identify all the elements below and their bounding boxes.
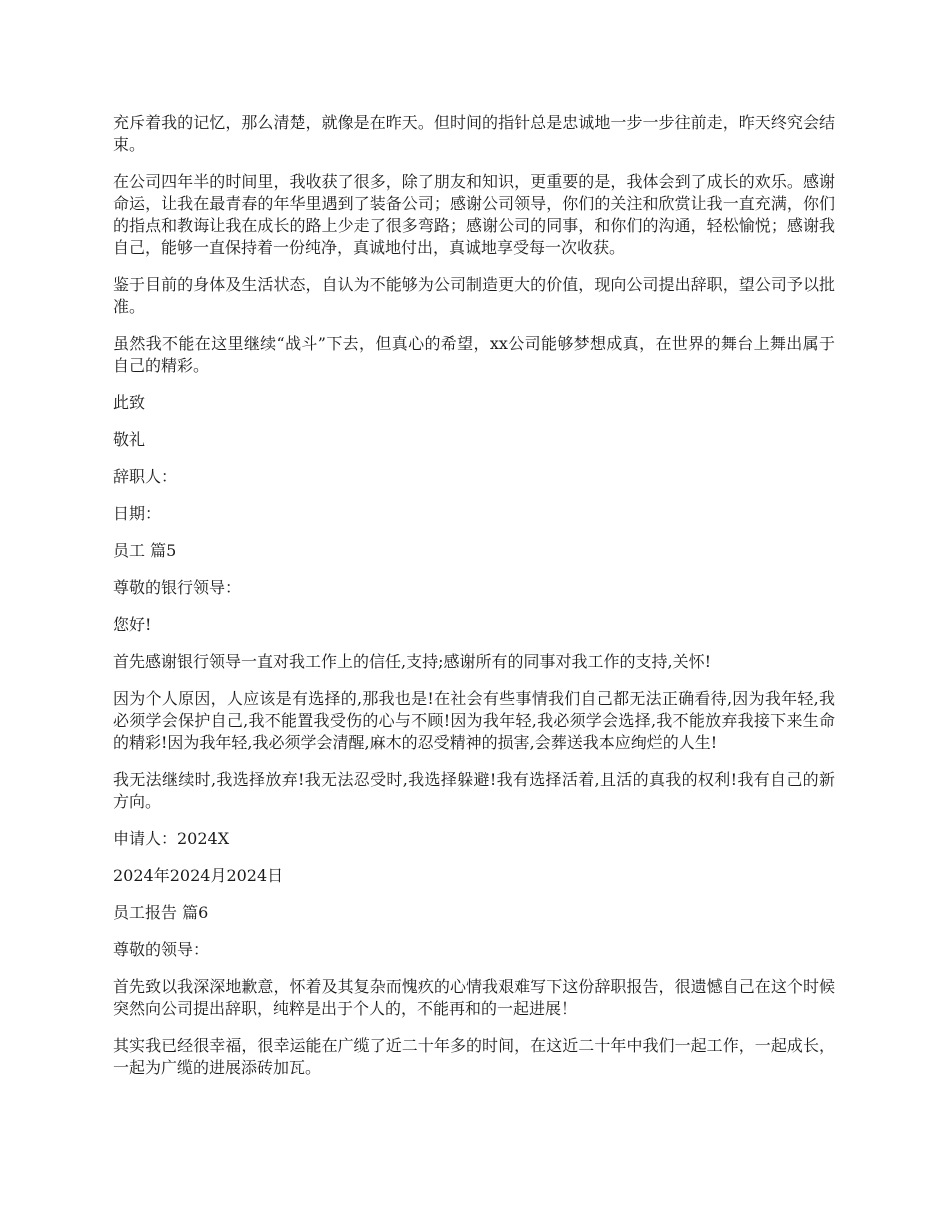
paragraph-new-direction: 我无法继续时,我选择放弃!我无法忍受时,我选择躲避!我有选择活着,且活的真我的权利!我有自己的新方向。 <box>113 770 835 811</box>
closing-regards: 敬礼 <box>113 430 146 449</box>
paragraph-memory: 充斥着我的记忆，那么清楚，就像是在昨天。但时间的指针总是忠诚地一步一步往前走，昨天终究会结束。 <box>113 113 835 154</box>
greeting-hello: 您好! <box>113 615 152 634</box>
paragraph-wishes: 虽然我不能在这里继续“战斗”下去，但真心的希望，xx公司能够梦想成真，在世界的舞台上舞出属于自己的精彩。 <box>113 334 835 375</box>
date-value-line: 2024年2024月2024日 <box>113 866 284 885</box>
document-page <box>113 112 835 1094</box>
greeting-bank-leaders: 尊敬的银行领导： <box>113 578 242 597</box>
paragraph-apology: 首先致以我深深地歉意，怀着及其复杂而愧疚的心情我艰难写下这份辞职报告，很遗憾自己在这个时候突然向公司提出辞职，纯粹是出于个人的，不能再和的一起进展！ <box>113 977 835 1018</box>
paragraph-gratitude: 其实我已经很幸福，很幸运能在广缆了近二十年多的时间，在这近二十年中我们一起工作，一起成长，一起为广缆的进展添砖加瓦。 <box>113 1036 835 1077</box>
date-line: 日期： <box>113 504 162 523</box>
paragraph-personal-reasons: 因为个人原因，人应该是有选择的,那我也是!在社会有些事情我们自己都无法正确看待,因为我年轻,我必须学会保护自己,我不能置我受伤的心与不顾!因为我年轻,我必须学会选择,我不能放弃我接下来生命的精彩!因为我年轻,我必须学会清醒,麻木的忍受精神的损害,会葬送我本应绚烂的人生! <box>113 689 835 752</box>
paragraph-thanks: 首先感谢银行领导一直对我工作上的信任,支持;感谢所有的同事对我工作的支持,关怀! <box>113 652 711 671</box>
applicant-line: 申请人：2024X <box>113 829 230 848</box>
closing-salutation: 此致 <box>113 393 146 412</box>
paragraph-resignation-reason: 鉴于目前的身体及生活状态，自认为不能够为公司制造更大的价值，现向公司提出辞职，望公司予以批准。 <box>113 275 835 316</box>
paragraph-growth: 在公司四年半的时间里，我收获了很多，除了朋友和知识，更重要的是，我体会到了成长的欢乐。感谢命运，让我在最青春的年华里遇到了装备公司；感谢公司领导，你们的关注和欣赏让我一直充满，你们的指点和教诲让我在成长的路上少走了很多弯路；感谢公司的同事，和你们的沟通，轻松愉悦；感谢我自己，能够一直保持着一份纯净，真诚地付出，真诚地享受每一次收获。 <box>113 172 835 257</box>
signature-line: 辞职人： <box>113 467 178 486</box>
section-heading-5: 员工 篇5 <box>113 541 177 560</box>
section-heading-6: 员工报告 篇6 <box>113 903 209 922</box>
greeting-leaders: 尊敬的领导： <box>113 940 210 959</box>
